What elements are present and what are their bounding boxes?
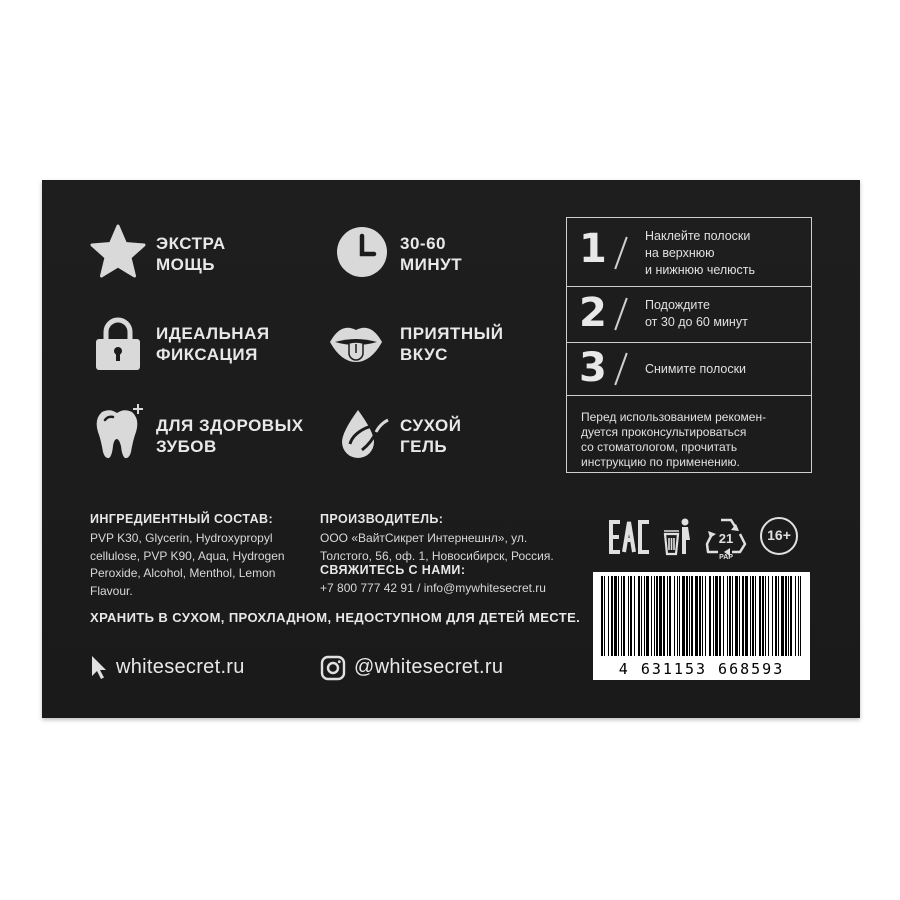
warning-note: Перед использованием рекомен- дуется проконсультироваться со стоматологом, прочитать инструкцию по применению. <box>581 410 767 469</box>
barcode-bar <box>614 576 617 656</box>
ingredients-title: ИНГРЕДИЕНТНЫЙ СОСТАВ: <box>90 512 274 526</box>
barcode-bar <box>674 576 675 656</box>
recycle-code: PAP <box>719 554 733 560</box>
barcode-bar <box>765 576 766 656</box>
step-1 <box>567 218 811 287</box>
website-link[interactable]: whitesecret.ru <box>116 656 245 678</box>
barcode-bar <box>775 576 777 656</box>
feature-fixation-label: ИДЕАЛЬНАЯ ФИКСАЦИЯ <box>156 324 270 364</box>
barcode-bar <box>752 576 754 656</box>
step-3 <box>567 343 811 396</box>
barcode-bar <box>735 576 738 656</box>
barcode-bar <box>686 576 688 656</box>
barcode-bar <box>641 576 642 656</box>
barcode-bar <box>800 576 801 656</box>
storage-instruction: ХРАНИТЬ В СУХОМ, ПРОХЛАДНОМ, НЕДОСТУПНОМ ДЛЯ ДЕТЕЙ МЕСТЕ. <box>90 610 581 625</box>
barcode-bar <box>788 576 789 656</box>
barcode-bar <box>644 576 645 656</box>
clock-icon <box>332 222 392 282</box>
barcode-bar <box>628 576 629 656</box>
barcode-bar <box>778 576 779 656</box>
barcode-bar <box>739 576 740 656</box>
feature-time-label: 30-60 МИНУТ <box>400 234 463 274</box>
barcode-bar <box>713 576 714 656</box>
recycle-pap-icon <box>704 514 748 560</box>
feature-gel-label: СУХОЙ ГЕЛЬ <box>400 416 462 456</box>
barcode-bar <box>762 576 764 656</box>
barcode-bar <box>669 576 671 656</box>
step-2 <box>567 287 811 343</box>
ingredients-text: PVP K30, Glycerin, Hydroxypropyl cellulose, PVP K90, Aqua, Hydrogen Peroxide, Alcohol, Menthol, Lemon Flavour. <box>90 531 285 598</box>
barcode-bar <box>723 576 724 656</box>
step-3-number: 3 <box>579 345 608 391</box>
barcode-bar <box>785 576 787 656</box>
barcode-bar <box>750 576 751 656</box>
manufacturer-text: ООО «ВайтСикрет Интернешнл», ул. Толстого, 56, оф. 1, Новосибирск, Россия. <box>320 531 554 563</box>
barcode-bar <box>790 576 792 656</box>
contact-text: +7 800 777 42 91 / info@mywhitesecret.ru <box>320 581 546 595</box>
barcode-bar <box>618 576 619 656</box>
eac-mark-text: EAC <box>608 518 611 519</box>
contact-title: СВЯЖИТЕСЬ С НАМИ: <box>320 563 466 577</box>
step-2-divider <box>614 298 628 331</box>
cursor-icon <box>90 654 108 680</box>
barcode-bar <box>768 576 769 656</box>
instructions-panel <box>566 217 812 473</box>
barcode-bar <box>709 576 711 656</box>
barcode-bar <box>727 576 728 656</box>
package-back <box>42 180 860 718</box>
barcode-bar <box>608 576 609 656</box>
barcode-bar <box>677 576 678 656</box>
eac-mark-icon <box>608 518 652 556</box>
barcode-bar <box>621 576 622 656</box>
step-1-number: 1 <box>579 226 608 272</box>
lips-icon <box>326 312 386 372</box>
barcode-digits: 4 631153 668593 <box>618 660 785 678</box>
barcode-bar <box>742 576 744 656</box>
step-3-text: Снимите полоски <box>645 362 747 376</box>
barcode-bar <box>651 576 652 656</box>
instagram-icon <box>320 655 346 681</box>
barcode-bar <box>699 576 701 656</box>
age-rating-text: 16+ <box>767 527 791 543</box>
step-1-divider <box>614 237 628 270</box>
barcode-bar <box>656 576 658 656</box>
barcode-bar <box>781 576 784 656</box>
barcode-bar <box>732 576 733 656</box>
barcode-bar <box>611 576 613 656</box>
barcode-bar <box>601 576 603 656</box>
feature-power-label: ЭКСТРА МОЩЬ <box>156 234 226 274</box>
recycle-number: 21 <box>718 531 734 546</box>
instagram-link[interactable]: @whitesecret.ru <box>354 656 504 678</box>
barcode-bar <box>634 576 635 656</box>
barcode-bar <box>667 576 668 656</box>
barcode <box>593 572 810 680</box>
star-icon <box>88 222 148 282</box>
step-1-text: Наклейте полоски на верхнюю и нижнюю челюсть <box>645 229 756 277</box>
barcode-bar <box>659 576 662 656</box>
barcode-bar <box>604 576 605 656</box>
barcode-bar <box>638 576 640 656</box>
step-3-divider <box>614 353 628 386</box>
barcode-bar <box>729 576 731 656</box>
barcode-bar <box>798 576 799 656</box>
barcode-bar <box>795 576 796 656</box>
age-rating-badge <box>760 517 798 555</box>
barcode-bar <box>691 576 693 656</box>
barcode-bar <box>755 576 756 656</box>
barcode-bar <box>646 576 649 656</box>
step-2-number: 2 <box>579 290 608 336</box>
barcode-bar <box>689 576 690 656</box>
barcode-bar <box>715 576 718 656</box>
barcode-bar <box>654 576 655 656</box>
manufacturer-title: ПРОИЗВОДИТЕЛЬ: <box>320 512 444 526</box>
feature-taste-label: ПРИЯТНЫЙ ВКУС <box>400 324 504 364</box>
barcode-bar <box>630 576 632 656</box>
barcode-bar <box>745 576 748 656</box>
barcode-bar <box>705 576 706 656</box>
barcode-bar <box>663 576 665 656</box>
recycle-bin-icon <box>662 516 696 558</box>
barcode-bar <box>679 576 680 656</box>
barcode-bar <box>682 576 685 656</box>
drop-icon <box>332 402 392 462</box>
barcode-bar <box>623 576 625 656</box>
step-2-text: Подождите от 30 до 60 минут <box>645 298 748 329</box>
barcode-bar <box>695 576 698 656</box>
lock-icon <box>88 312 148 372</box>
barcode-bar <box>719 576 721 656</box>
feature-teeth-label: ДЛЯ ЗДОРОВЫХ ЗУБОВ <box>156 416 304 456</box>
barcode-bar <box>702 576 703 656</box>
barcode-bar <box>759 576 761 656</box>
tooth-icon <box>88 402 148 462</box>
barcode-bar <box>772 576 773 656</box>
